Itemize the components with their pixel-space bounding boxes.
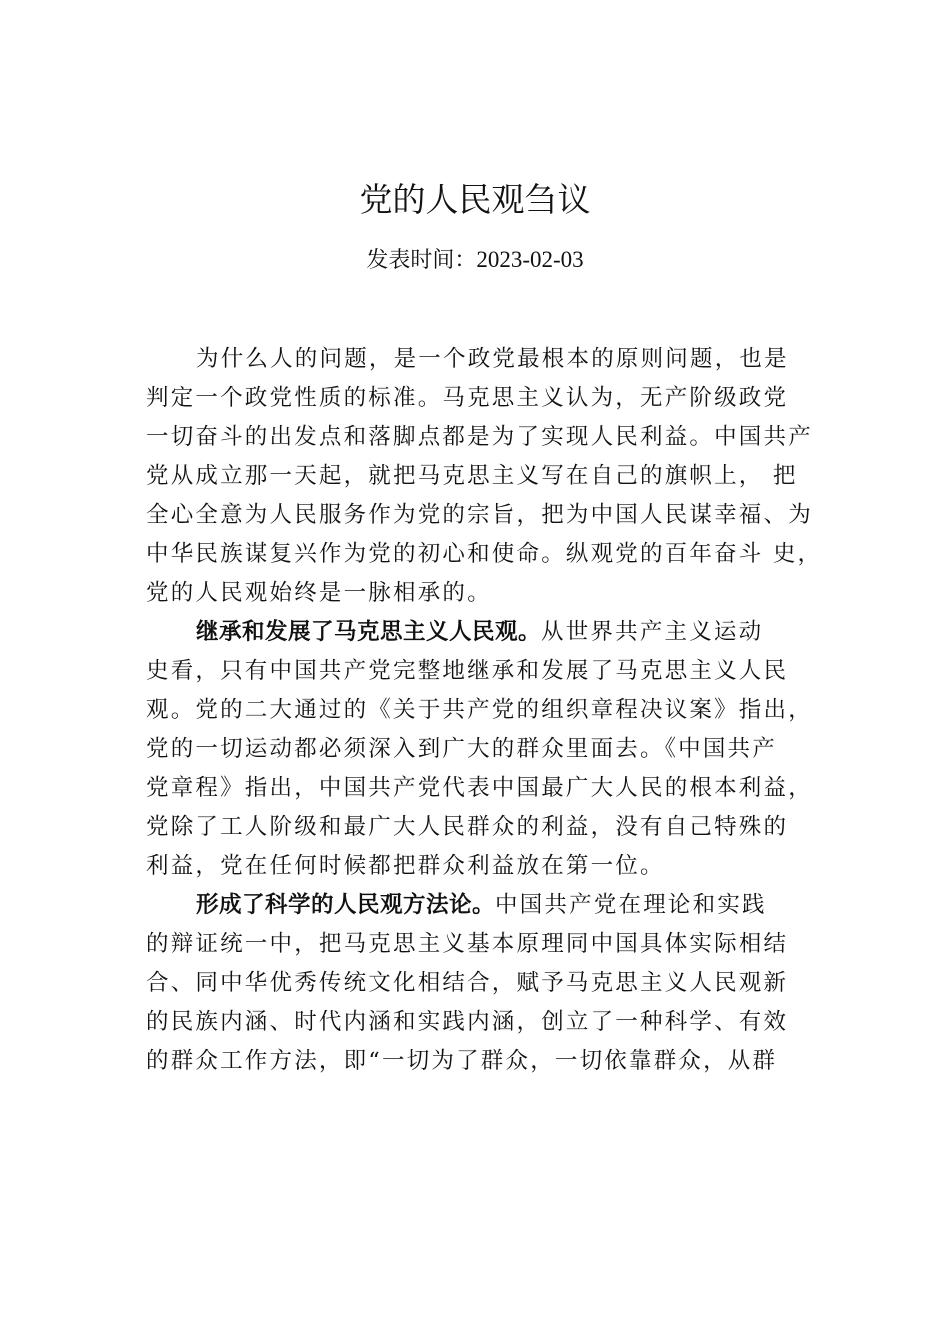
paragraph-line: 党从成立那一天起，就把马克思主义写在自己的旗帜上， 把	[146, 463, 798, 489]
paragraph-line: 一切奋斗的出发点和落脚点都是为了实现人民利益。中国共产	[146, 424, 813, 450]
publish-date	[0, 242, 950, 279]
publish-date-value: 2023-02-03	[476, 247, 584, 272]
paragraph-line: 为什么人的问题，是一个政党最根本的原则问题，也是	[196, 346, 789, 372]
paragraph-lead-heading: 继承和发展了马克思主义人民观。	[196, 619, 542, 645]
paragraph	[146, 886, 836, 1081]
paragraph-line: 全心全意为人民服务作为党的宗旨，把为中国人民谋幸福、为	[146, 502, 813, 528]
paragraph-line: 史看，只有中国共产党完整地继承和发展了马克思主义人民	[146, 658, 789, 684]
publish-date-label: 发表时间：	[366, 248, 477, 273]
paragraph-line: 的群众工作方法，即“一切为了群众，一切依靠群众，从群	[146, 1048, 778, 1074]
paragraph-line: 观。党的二大通过的《关于共产党的组织章程决议案》指出，	[146, 697, 813, 723]
paragraph-line: 党除了工人阶级和最广大人民群众的利益，没有自己特殊的	[146, 814, 789, 840]
paragraph-line-text: 中国共产党在理论和实践	[495, 892, 767, 918]
paragraph-line: 党的一切运动都必须深入到广大的群众里面去。《中国共产	[146, 736, 777, 762]
paragraph-line: 党的人民观始终是一脉相承的。	[146, 580, 492, 606]
paragraph-lead-heading: 形成了科学的人民观方法论。	[196, 892, 496, 918]
paragraph-line: 中华民族谋复兴作为党的初心和使命。纵观党的百年奋斗 史，	[146, 541, 823, 567]
paragraph-line: 的民族内涵、时代内涵和实践内涵，创立了一种科学、有效	[146, 1009, 789, 1035]
paragraph-line: 的辩证统一中，把马克思主义基本原理同中国具体实际相结	[146, 931, 789, 957]
paragraph-line: 利益，党在任何时候都把群众利益放在第一位。	[146, 853, 665, 879]
paragraph-first-line	[146, 886, 836, 925]
article-body	[146, 340, 836, 1081]
paragraph	[146, 613, 836, 886]
paragraph-line: 合、同中华优秀传统文化相结合，赋予马克思主义人民观新	[146, 970, 789, 996]
paragraph-line-text: 从世界共产主义运动	[541, 619, 764, 645]
paragraph-line: 党章程》指出，中国共产党代表中国最广大人民的根本利益，	[146, 775, 813, 801]
paragraph	[146, 340, 836, 613]
paragraph-line: 判定一个政党性质的标准。马克思主义认为，无产阶级政党	[146, 385, 789, 411]
paragraph-first-line	[146, 613, 836, 652]
document-title: 党的人民观刍议	[359, 180, 591, 219]
